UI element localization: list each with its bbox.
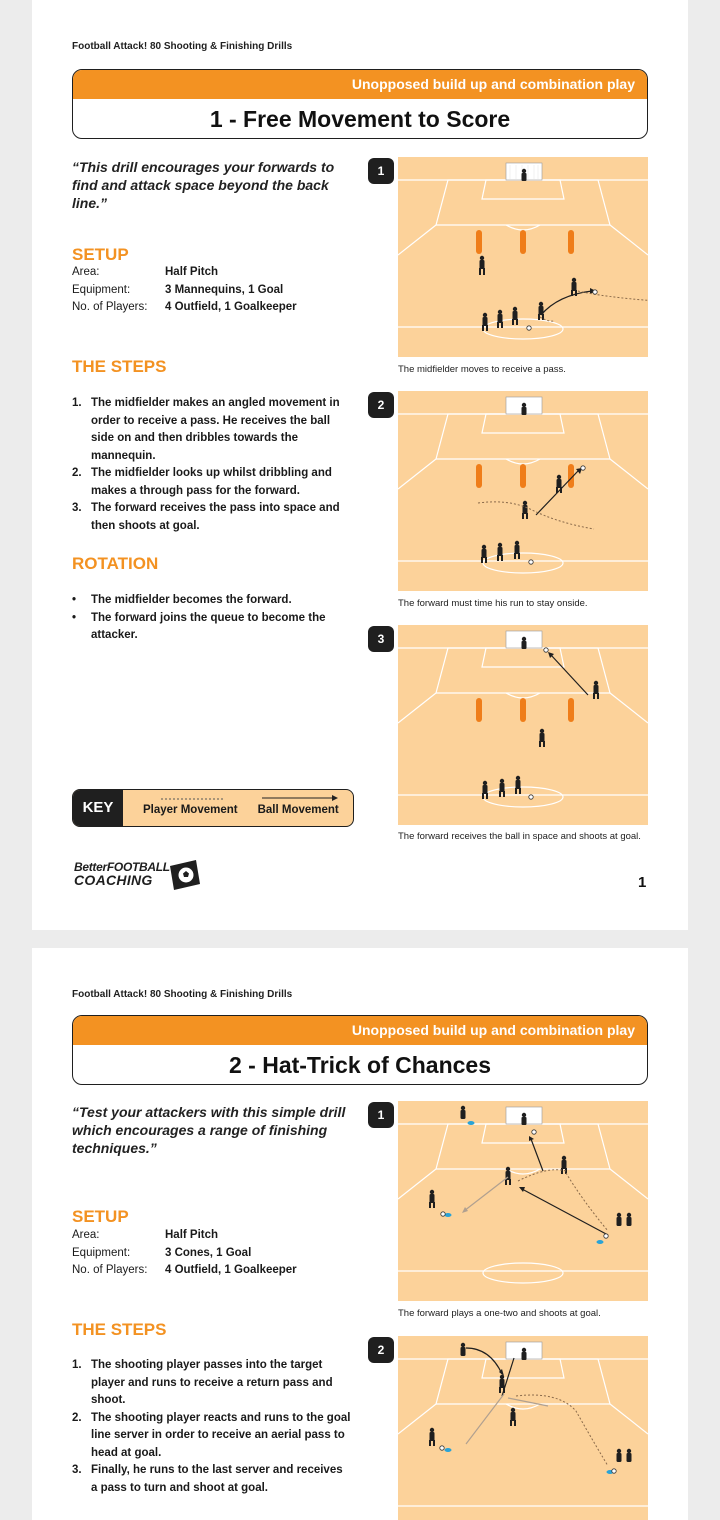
steps-list — [72, 1357, 352, 1497]
setup-heading: SETUP — [72, 1207, 129, 1226]
setup-table — [72, 1227, 297, 1280]
step-item: 2. The shooting player reacts and runs to the goal line server in order to receive an aerial pass to head at goal. — [72, 1411, 351, 1459]
step-item: 3. The forward receives the pass into space and then shoots at goal. — [72, 502, 340, 532]
drill-banner — [72, 69, 648, 139]
step-item: 1. The shooting player passes into the target player and runs to receive a return pass and shoot. — [72, 1359, 333, 1406]
step-item: 1. The midfielder makes an angled movement in order to receive a pass. He receives the ball side on and then dribbles towards the mannequin. — [72, 397, 340, 462]
setup-row — [72, 1227, 297, 1245]
key-player-movement: Player Movement — [143, 790, 238, 826]
diagram-badge: 1 — [368, 158, 394, 184]
brand-logo — [74, 860, 170, 887]
key-legend — [72, 789, 354, 827]
document-header: Football Attack! 80 Shooting & Finishing Drills — [72, 989, 293, 1000]
diagram-caption: The forward receives the ball in space and shoots at goal. — [398, 831, 641, 842]
diagram-badge: 3 — [368, 626, 394, 652]
setup-table — [72, 264, 297, 317]
setup-row — [72, 1262, 297, 1280]
drill-category: Unopposed build up and combination play — [73, 70, 647, 99]
steps-heading: THE STEPS — [72, 1320, 167, 1339]
diagram-badge: 1 — [368, 1102, 394, 1128]
setup-row — [72, 264, 297, 282]
setup-label: No. of Players: — [72, 301, 148, 313]
page-1 — [32, 0, 688, 930]
diagram-badge: 2 — [368, 1337, 394, 1363]
steps-list — [72, 395, 352, 535]
setup-value: 3 Cones, 1 Goal — [165, 1246, 252, 1259]
setup-row — [72, 299, 297, 317]
steps-heading: THE STEPS — [72, 357, 167, 376]
drill-title: 1 - Free Movement to Score — [209, 106, 511, 132]
dashed-line-icon — [161, 797, 223, 801]
step-item: 2. The midfielder looks up whilst dribbling and makes a through pass for the forward. — [72, 467, 332, 497]
drill-quote: “This drill encourages your forwards to find and attack space beyond the back line.” — [72, 159, 335, 211]
setup-label: Equipment: — [72, 1246, 131, 1259]
setup-label: Equipment: — [72, 283, 131, 296]
pitch-diagram — [398, 1101, 648, 1301]
drill-title: 2 - Hat-Trick of Chances — [228, 1052, 492, 1078]
drill-banner — [72, 1015, 648, 1085]
page-2 — [32, 948, 688, 1520]
arrow-line-icon — [262, 794, 338, 802]
step-item: 3. Finally, he runs to the last server and receives a pass to turn and shoot at goal. — [72, 1464, 343, 1494]
setup-value: 4 Outfield, 1 Goalkeeper — [165, 1264, 297, 1276]
setup-label: Area: — [72, 1229, 100, 1241]
setup-value: Half Pitch — [165, 266, 219, 278]
pitch-diagram — [398, 625, 648, 825]
rotation-list — [72, 592, 352, 645]
setup-heading: SETUP — [72, 245, 129, 264]
setup-label: No. of Players: — [72, 1264, 148, 1276]
document-header: Football Attack! 80 Shooting & Finishing Drills — [72, 41, 293, 52]
pitch-diagram — [398, 391, 648, 591]
diagram-badge: 2 — [368, 392, 394, 418]
setup-label: Area: — [72, 266, 100, 278]
setup-value: 4 Outfield, 1 Goalkeeper — [165, 301, 297, 313]
logo-line1: BetterFOOTBALL — [74, 860, 170, 874]
rotation-heading: ROTATION — [72, 554, 159, 573]
drill-quote: “Test your attackers with this simple drill which encourages a range of finishing techniques.” — [72, 1104, 346, 1156]
pitch-diagram — [398, 157, 648, 357]
diagram-caption: The forward plays a one-two and shoots at goal. — [398, 1308, 601, 1319]
setup-value: Half Pitch — [165, 1229, 219, 1241]
diagram-caption: The midfielder moves to receive a pass. — [398, 364, 566, 375]
key-ball-movement: Ball Movement — [258, 790, 339, 826]
football-logo-icon — [170, 860, 200, 890]
pitch-diagram — [398, 1336, 648, 1520]
rotation-item: • The midfielder becomes the forward. — [72, 594, 292, 606]
key-label: KEY — [73, 790, 123, 826]
page-number: 1 — [638, 874, 647, 891]
setup-value: 3 Mannequins, 1 Goal — [165, 283, 284, 296]
setup-row — [72, 1245, 297, 1263]
drill-category: Unopposed build up and combination play — [73, 1016, 647, 1045]
rotation-item: • The forward joins the queue to become the attacker. — [72, 611, 326, 641]
logo-line2: COACHING — [74, 872, 153, 888]
setup-row — [72, 282, 297, 300]
diagram-caption: The forward must time his run to stay onside. — [398, 598, 588, 609]
